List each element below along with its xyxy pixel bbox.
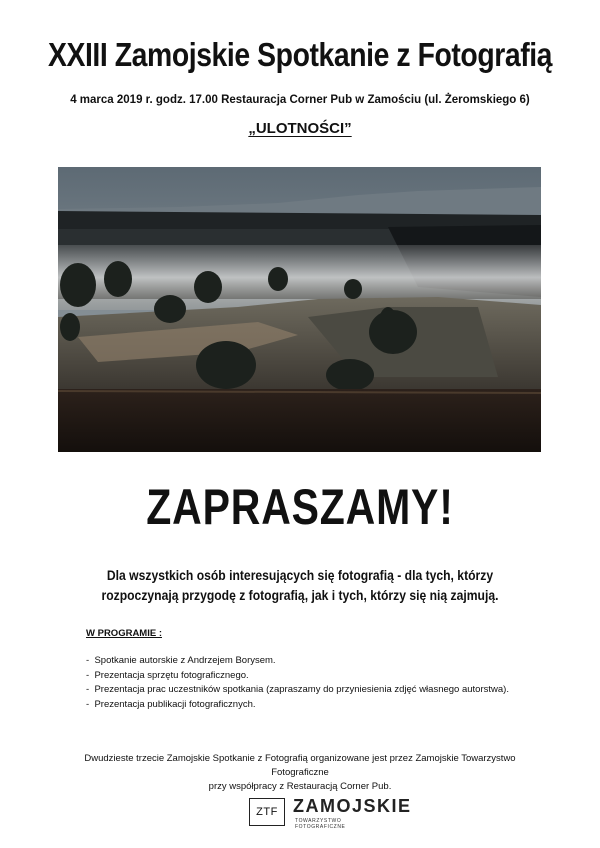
event-theme-text: „ULOTNOŚCI” [248,120,352,137]
invitation-headline: ZAPRASZAMY! [146,479,454,535]
logo-name: ZAMOJSKIE [293,796,412,816]
ztf-logo [249,796,412,830]
program-heading: W PROGRAMIE : [86,628,162,639]
landscape-photo [58,167,541,452]
program-item: - Prezentacja publikacji fotograficznych. [86,698,509,713]
event-theme [0,120,600,137]
organizer-note-line: przy współpracy z Restauracją Corner Pub. [208,781,392,792]
event-details: 4 marca 2019 r. godz. 17.00 Restauracja Corner Pub w Zamościu (ul. Żeromskiego 6) [70,94,530,106]
poster-title: XXIII Zamojskie Spotkanie z Fotografią [47,36,553,73]
logo-mark: ZTF [249,798,285,826]
audience-intro: Dla wszystkich osób interesujących się fotografią - dla tych, którzy rozpoczynają przygodę z fotografią, jak i tych, którzy się nią zajmują. [101,568,499,603]
logo-tagline: TOWARZYSTWO FOTOGRAFICZNE [295,818,346,830]
program-item: - Spotkanie autorskie z Andrzejem Borysem. [86,654,509,669]
organizer-note-line: Dwudzieste trzecie Zamojskie Spotkanie z Fotografią organizowane jest przez Zamojskie Towarzystwo Fotograficzne [84,753,516,778]
program-item: - Prezentacja sprzętu fotograficznego. [86,669,509,684]
program-list [86,654,509,712]
program-item: - Prezentacja prac uczestników spotkania (zapraszamy do przyniesienia zdjęć własnego autorstwa). [86,683,509,698]
organizer-note [60,752,540,794]
